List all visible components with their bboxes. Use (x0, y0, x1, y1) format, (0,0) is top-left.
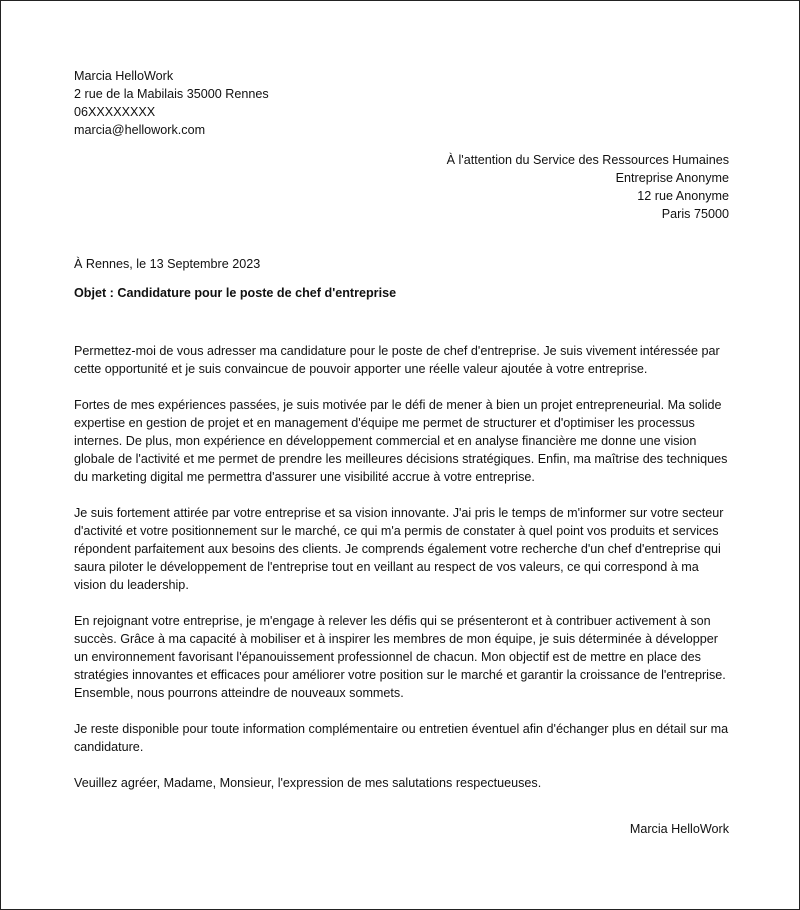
sender-address: 2 rue de la Mabilais 35000 Rennes (74, 87, 269, 101)
body-paragraph: Permettez-moi de vous adresser ma candidature pour le poste de chef d'entreprise. Je suis vivement intéressée par cette opportunité et je suis convaincue de pouvoir apporter une réelle valeur ajoutée à votre entreprise. (74, 344, 720, 376)
sender-email: marcia@hellowork.com (74, 123, 206, 137)
recipient-block (74, 151, 729, 223)
letter-body (74, 342, 729, 792)
sender-block (74, 67, 729, 139)
subject-line: Objet : Candidature pour le poste de chef d'entreprise (74, 286, 397, 300)
body-paragraph: Je suis fortement attirée par votre entreprise et sa vision innovante. J'ai pris le temps de m'informer sur votre secteur d'activité et votre positionnement sur le marché, ce qui m'a permis de constater à quel point vos produits et services répondent parfaitement aux besoins des clients. Je comprends également votre recherche d'un chef d'entreprise qui saura piloter le développement de l'entreprise tout en veillant au respect de vos valeurs, ce qui correspond à ma vision du leadership. (74, 506, 724, 592)
date-line: À Rennes, le 13 Septembre 2023 (74, 257, 261, 271)
recipient-company: Entreprise Anonyme (615, 171, 729, 185)
body-paragraph: Je reste disponible pour toute information complémentaire ou entretien éventuel afin d'échanger plus en détail sur ma candidature. (74, 722, 729, 754)
body-paragraph: Fortes de mes expériences passées, je suis motivée par le défi de mener à bien un projet entrepreneurial. Ma solide expertise en gestion de projet et en management d'équipe me permet de structurer et d'optimiser les processus internes. De plus, mon expérience en développement commercial et en analyse financière me donne une vision globale de l'activité et me permet de prendre les meilleures décisions stratégiques. Enfin, ma maîtrise des techniques du marketing digital me permettra d'assurer une visibilité accrue à votre entreprise. (74, 398, 728, 484)
recipient-street: 12 rue Anonyme (637, 189, 729, 203)
body-paragraph: En rejoignant votre entreprise, je m'engage à relever les défis qui se présenteront et à contribuer activement à son succès. Grâce à ma capacité à mobiliser et à inspirer les membres de mon équipe, je suis déterminée à développer un environnement favorisant l'épanouissement professionnel de chacun. Mon objectif est de mettre en place des stratégies innovantes et efficaces pour améliorer votre position sur le marché et garantir la croissance de l'entreprise. Ensemble, nous pourrons atteindre de nouveaux sommets. (74, 614, 726, 700)
sender-phone: 06XXXXXXXX (74, 105, 156, 119)
closing-paragraph: Veuillez agréer, Madame, Monsieur, l'expression de mes salutations respectueuses. (74, 776, 542, 790)
recipient-city: Paris 75000 (661, 207, 729, 221)
signature: Marcia HelloWork (629, 822, 729, 836)
sender-name: Marcia HelloWork (74, 69, 174, 83)
letter-content (74, 67, 729, 838)
recipient-attention: À l'attention du Service des Ressources Humaines (446, 153, 729, 167)
